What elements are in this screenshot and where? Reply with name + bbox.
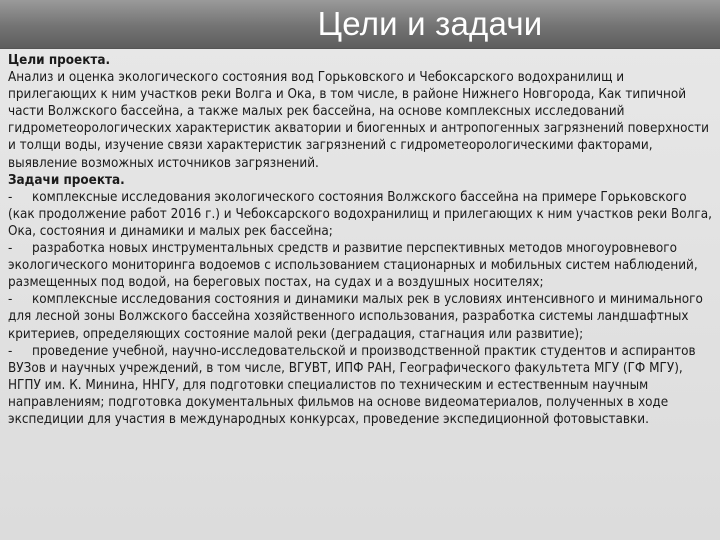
task-text: комплексные исследования экологического состояния Волжского бассейна на примере Горьковского (как продолжение работ 2016 г.) и Чебоксарского водохранилищ и прилегающих к ним участков реки Волга, Ока, состояния и динамики и малых рек бассейна; xyxy=(8,189,712,239)
goals-text: Анализ и оценка экологического состояния вод Горьковского и Чебоксарского водохранилищ и прилегающих к ним участков реки Волга и Ока, в том числе, в районе Нижнего Новгорода, Как типичной части Волжского бассейна, а также малых рек бассейна, на основе комплексных исследований гидрометеорологических характеристик акватории и биогенных и антропогенных загрязнений поверхности и толщи воды, изучение связи характеристик загрязнений с гидрометеорологическими факторами, выявление возможных источников загрязнений. xyxy=(8,70,709,171)
goals-heading: Цели проекта. xyxy=(8,53,111,68)
title-bar xyxy=(0,0,720,49)
task-dash: - xyxy=(8,343,13,359)
task-dash: - xyxy=(8,241,13,257)
task-text: проведение учебной, научно-исследовательской и производственной практик студентов и аспирантов ВУЗов и научных учреждений, в том числе, ВГУВТ, ИПФ РАН, Географического факультета МГУ (ГФ МГУ), НГПУ им. К. Минина, ННГУ, для подготовки специалистов по техническим и естественным научным направлениям; подготовка документальных фильмов на основе видеоматериалов, полученных в ходе экспедиции для участия в международных конкурсах, проведение экспедиционной фотовыставки. xyxy=(8,343,696,427)
task-item xyxy=(8,343,712,428)
slide-body xyxy=(8,52,712,428)
task-item xyxy=(8,291,712,342)
task-item xyxy=(8,240,712,291)
task-dash: - xyxy=(8,189,13,205)
tasks-heading: Задачи проекта. xyxy=(8,172,125,188)
slide-title: Цели и задачи xyxy=(317,5,543,42)
task-dash: - xyxy=(8,292,13,308)
task-item xyxy=(8,189,712,240)
task-text: разработка новых инструментальных средств и развитие перспективных методов многоуровневого экологического мониторинга водоемов с использованием стационарных и мобильных систем наблюдений, размещенных под водой, на береговых постах, на судах и а воздушных носителях; xyxy=(8,241,698,291)
task-text: комплексные исследования состояния и динамики малых рек в условиях интенсивного и минимального для лесной зоны Волжского бассейна хозяйственного использования, разработка системы ландшафтных критериев, определяющих состояние малой реки (деградация, стагнация или развитие); xyxy=(8,292,703,342)
